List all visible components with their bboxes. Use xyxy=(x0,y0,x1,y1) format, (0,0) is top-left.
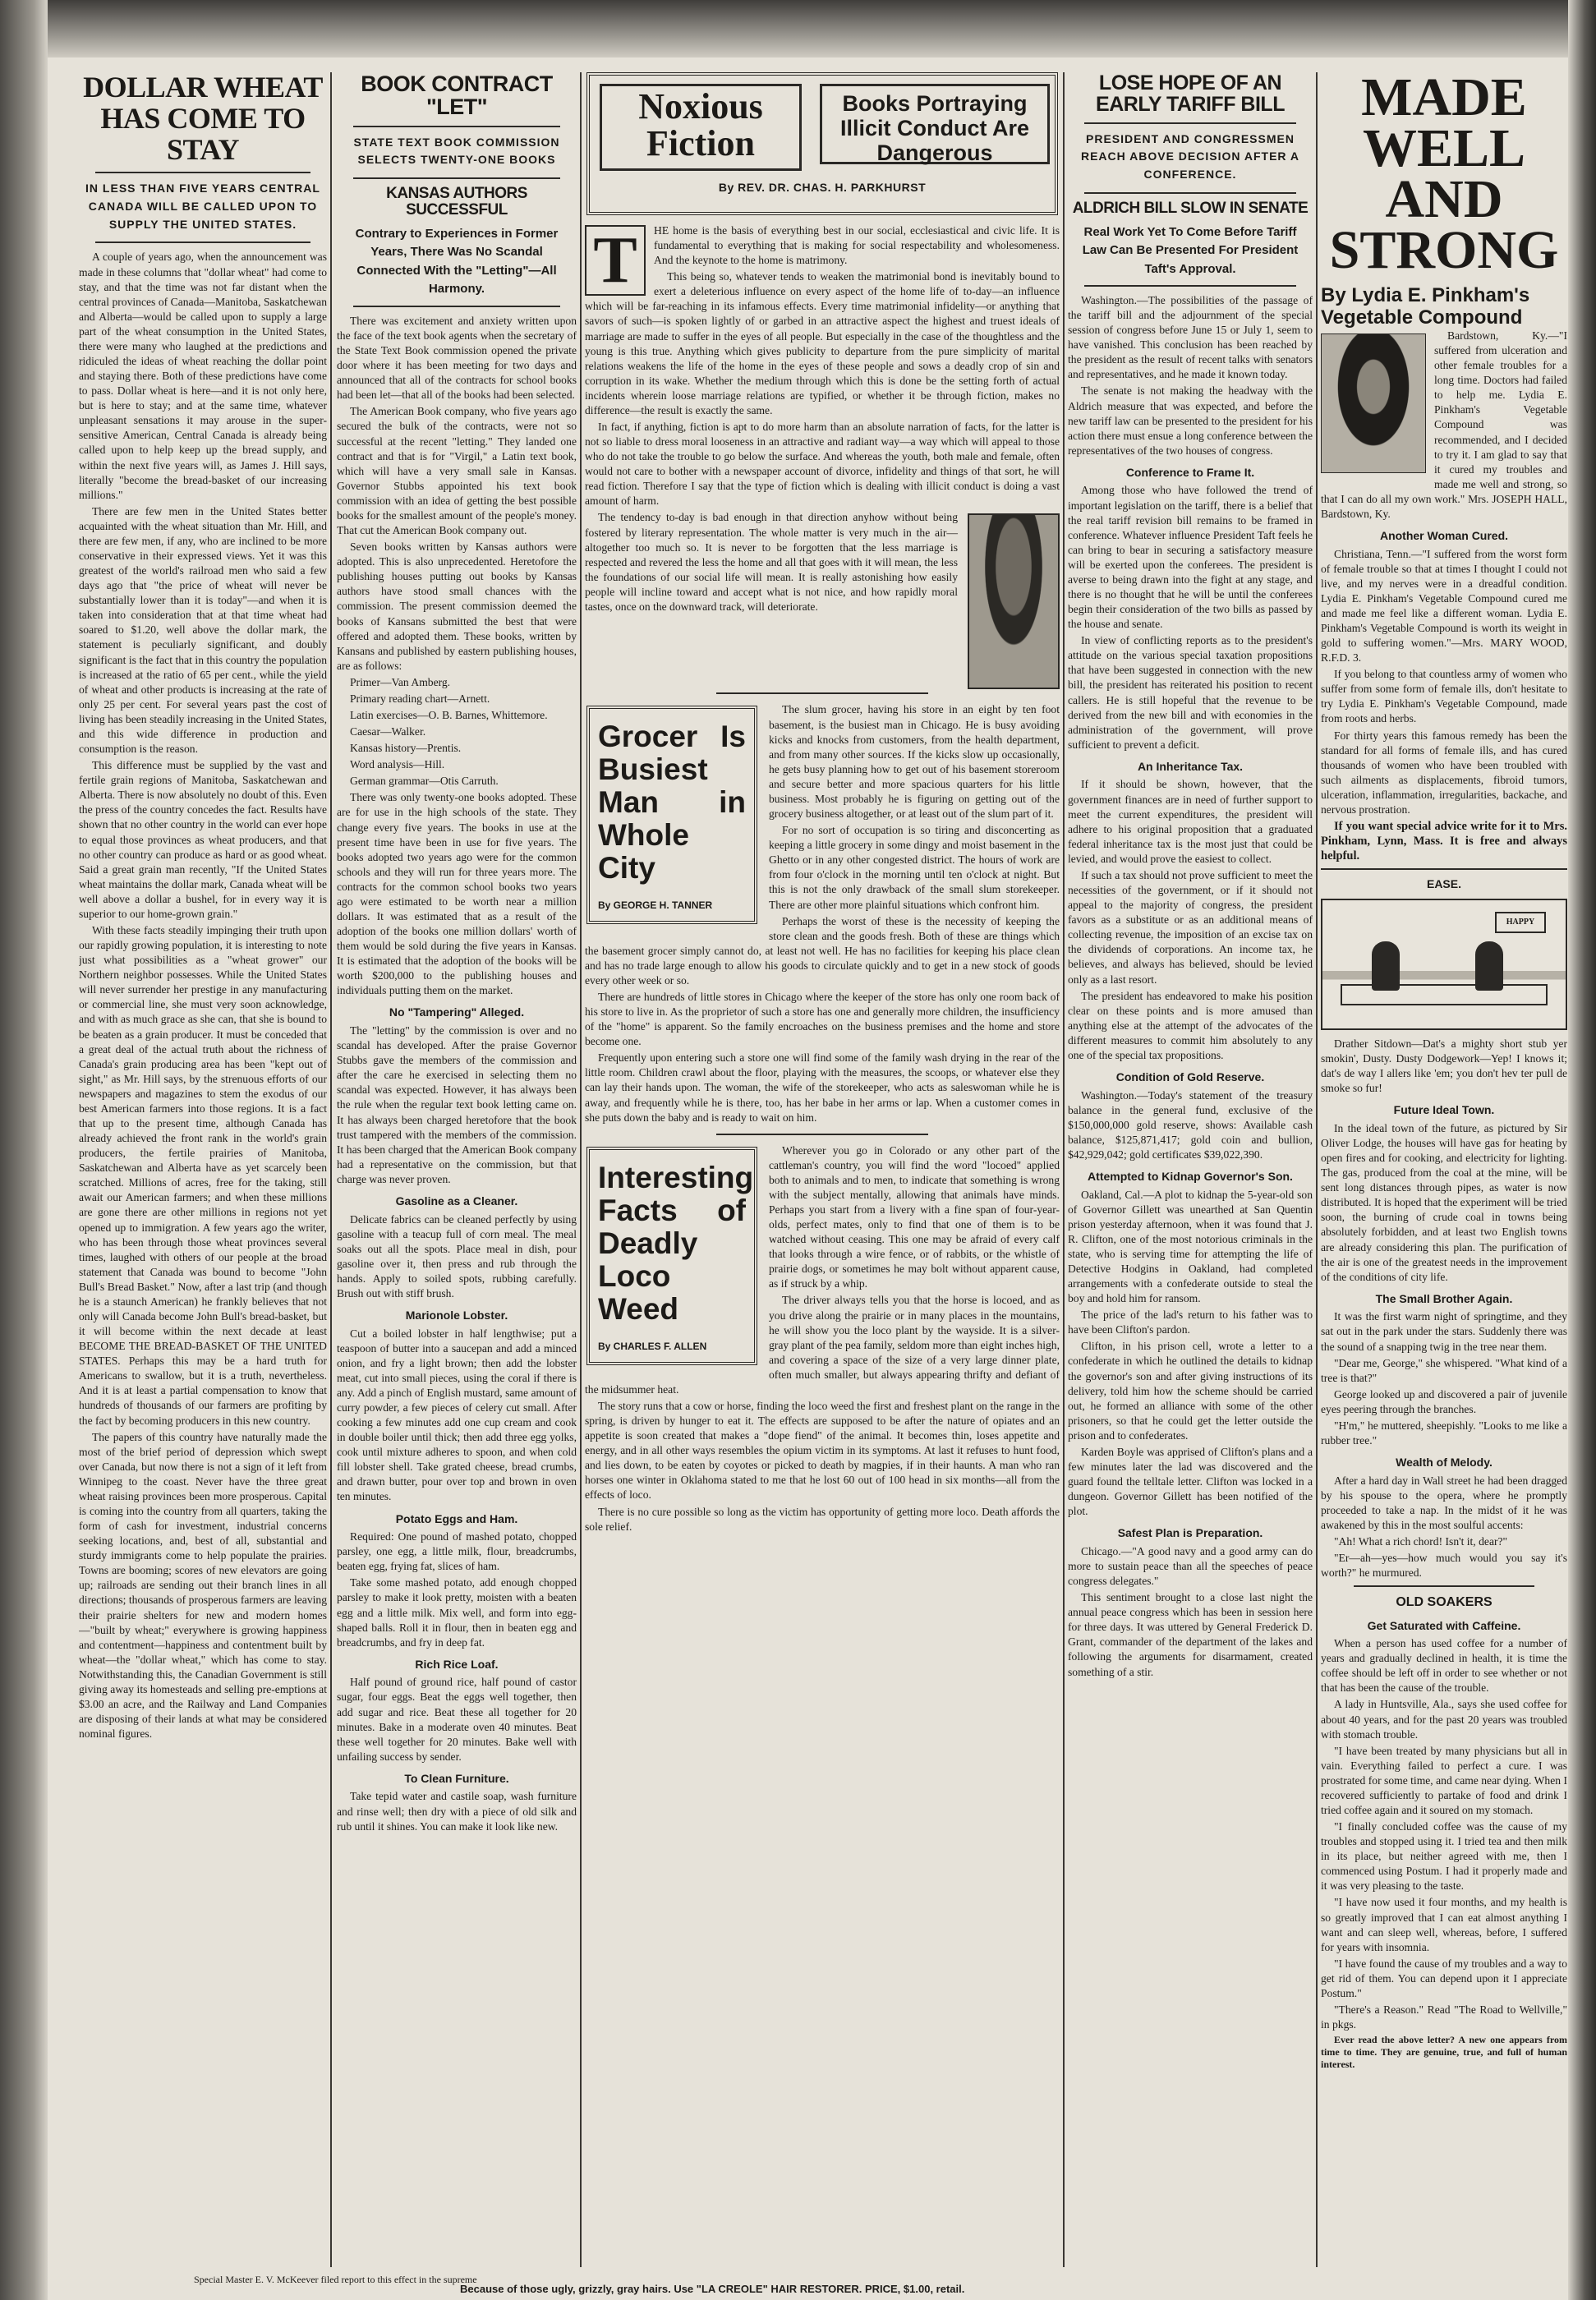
rule xyxy=(95,242,310,243)
footer-left-fragment: Special Master E. V. McKeever filed report to this effect in the supreme xyxy=(194,2273,477,2285)
paragraph: Delicate fabrics can be cleaned perfectly by using gasoline with a teacup full of corn meal. The meal soaks out all the spots. Place meal in dish, pour gasoline over it, then press and rub through the hands. Apply to soiled spots, rubbing carefully. Brush out with stiff brush. xyxy=(337,1212,577,1300)
paragraph: The papers of this country have naturally made the most of the brief period of depression which swept over Canada, but now there is not a sign of it left from Winnipeg to the coast. Never have the three great wheat raising provinces been more prosperous. Capital is coming into the country from all quarters, taking the form of cash for investment, industrial concerns seeking locations, and, best of all, substantial and sturdy immigrants come to help populate the prairies. Towns are booming; scores of new elevators are going up; railroads are sending out their branch lines in all directions; thousands of prosperous farmers are leaving their prairie shelters for new and modern homes—"built by wheat;" everywhere is growing happiness and contentment—happiness and contentment built by wheat—the "dollar wheat," which has come to stay. Notwithstanding this, the Canadian Government is still giving away its homesteads and selling pre-emptions at $3.00 an acre, and the Railway and Land Companies are disposing of their lands at what may be considered nominal figures. xyxy=(79,1430,327,1741)
subhead-tariff: PRESIDENT AND CONGRESSMEN REACH ABOVE DECISION AFTER A CONFERENCE. xyxy=(1080,131,1299,181)
cartoon-figure xyxy=(1475,941,1503,991)
subhead-book-contract: STATE TEXT BOOK COMMISSION SELECTS TWENTY-ONE BOOKS xyxy=(353,135,560,167)
book-list-item: Word analysis—Hill. xyxy=(350,758,445,771)
paragraph: There is no cure possible so long as the victim has opportunity of getting more loco. Death affords the sole relief. xyxy=(585,1505,1060,1533)
book-list-item: German grammar—Otis Carruth. xyxy=(350,775,499,788)
paragraph: There was excitement and anxiety written upon the face of the text book agents when the secretary of the State Text Book commission opened the private door where it has been meeting for two days and announced that all of the contracts for school books had been let—that all of the books had been selected. xyxy=(337,314,577,402)
section-heading: Conference to Frame It. xyxy=(1125,465,1255,479)
book-list-item: Kansas history—Prentis. xyxy=(350,742,462,755)
paragraph: This sentiment brought to a close last night the annual peace congress which has been in session here for three days. It was uttered by General Frederick D. Grant, commander of the department of the lakes and following the arguments for disarmament, created something of a stir. xyxy=(1068,1591,1313,1678)
rule xyxy=(1084,192,1296,194)
headline-noxious-fiction: Noxious Fiction xyxy=(600,84,802,171)
paragraph: "I finally concluded coffee was the cause of my troubles and stopped using it. I tried tea and then milk in its place, but neither agreed with me, then I commenced using Postum. I had it properly made and it was very pleasing to the taste. xyxy=(1321,1820,1567,1893)
paragraph: "Dear me, George," she whispered. "What kind of a tree is that?" xyxy=(1321,1356,1567,1384)
paragraph: Half pound of ground rice, half pound of castor sugar, four eggs. Beat the eggs well together, then add sugar and rice. Beat these all together for 20 minutes. Bake in a moderate oven 40 minutes. Beat these well together for 20 minutes. Bake well with unfailing success by sender. xyxy=(337,1676,577,1763)
book-list-item: Latin exercises—O. B. Barnes, Whittemore. xyxy=(350,708,548,721)
testimonial-portrait-image xyxy=(1321,334,1426,473)
paragraph: Washington.—The possibilities of the passage of the tariff bill and the adjournment of the special session of congress before June 15 or July 1, seem to have vanished. This conclusion has been reached by the president as the result of recent talks with senators and representatives, and he made it known today. xyxy=(1068,294,1313,381)
drop-cap: T xyxy=(585,225,646,296)
paragraph: Wherever you go in Colorado or any other part of the cattleman's country, you will find the word "locoed" applied both to animals and to men, to indicate that something is wrong with the subject mentally, allowing that animals have minds. Perhaps you start from a livery with a fine span of four-year-olds, perfect mates, only to find that one of them is to be watched without ceasing. This one may be afraid of every calf that looks through a wire fence, or of rabbits, or the whistle of prairie dogs, or sometimes he may bolt without apparent cause, as if struck by a whip. xyxy=(769,1143,1060,1290)
paragraph: "I have found the cause of my troubles and a way to get rid of them. You can depend upon it I appreciate Postum." xyxy=(1321,1957,1567,1999)
headline-dollar-wheat: DOLLAR WHEAT HAS COME TO STAY xyxy=(83,72,323,166)
paragraph: "Er—ah—yes—how much would you say it's worth?" he murmured. xyxy=(1321,1552,1567,1580)
headline-book-contract: BOOK CONTRACT "LET" xyxy=(361,72,553,120)
paragraph: There was only twenty-one books adopted. These are for use in the high schools of the state. They change every five years. The books in use at the present time have been in use for five years. The books adopted two years ago were for the common schools and they will run for three years more. The contracts for the common school books two years ago were estimated to be worth near a million dollars. It was estimated that as a result of the adoption of the books one million dollars' worth of them would be sold during the five years in Kansas. It is estimated that the adoption of the books will be worth $200,000 to the publishing houses and individuals putting them on the market. xyxy=(337,791,577,997)
page-top-edge xyxy=(0,0,1596,58)
section-heading: Another Woman Cured. xyxy=(1379,529,1509,543)
paragraph: Frequently upon entering such a store one will find some of the family wash drying in the rear of the little room. Children crawl about the floor, playing with the measures, the scoops, or whatever else they can lay their hands upon. The woman, the wife of the storekeeper, who acts as saleswoman while he is away, and frequently while he is there, too, has her babe in her arms or lap. When a customer comes in she puts down the baby and is ready to wait on him. xyxy=(585,1051,1060,1124)
section-heading: Future Ideal Town. xyxy=(1393,1103,1495,1117)
book-list-item: Primary reading chart—Arnett. xyxy=(350,692,490,705)
rule xyxy=(353,126,560,127)
section-heading: Gasoline as a Cleaner. xyxy=(395,1194,518,1208)
byline: By CHARLES F. ALLEN xyxy=(598,1340,707,1352)
section-heading: Marionole Lobster. xyxy=(405,1309,508,1322)
rule xyxy=(353,306,560,307)
paragraph: This being so, whatever tends to weaken the matrimonial bond is inevitably bound to exert a deleterious influence on every aspect of the home life of to-day—an influence which will be far-reaching in its infamous effects. Every time matrimonial infidelity—or anything that savors of such—is spoken lightly of or garbed in an attractive aspect the highest and truest ideals of marriage are made to suffer in the eyes of all people. But especially in the case of the thoughtless and the young is this true. Anything which gives publicity to departure from the pure simplicity of marital relations weakens the life of the home in the eyes of these people and sows a deadly crop of sin and corruption in its wake. Whether the medium through which this is done be the setting forth of actual incidents wherein loose marriage relations are typified, or whether it be through fiction, makes no difference—the result is exactly the same. xyxy=(585,270,1060,416)
cartoon-title: EASE. xyxy=(1426,877,1461,891)
paragraph: There are hundreds of little stores in Chicago where the keeper of the store has only one room back of his store to live in. As the proprietor of such a store has one and generally more children, the insufficiency of the "home" is apparent. So the family encroaches on the business premises and the home and store become one. xyxy=(585,990,1060,1048)
book-list-item: Primer—Van Amberg. xyxy=(350,675,451,688)
noxious-fiction-header-box xyxy=(586,72,1058,215)
paragraph: The price of the lad's return to his father was to have been Clifton's pardon. xyxy=(1068,1309,1313,1336)
rule xyxy=(1354,1585,1534,1587)
paragraph: "H'm," he muttered, sheepishly. "Looks to me like a rubber tree." xyxy=(1321,1419,1567,1447)
page-right-edge xyxy=(1568,0,1596,2300)
book-list-item: Caesar—Walker. xyxy=(350,725,426,738)
paragraph: This difference must be supplied by the vast and fertile grain regions of Manitoba, Saskatchewan and Alberta. There is now absolutely no doubt of this. Even the press of the country concedes the fact. Results have shown that no other country in the world can ever hope to equal those provinces as wheat producers, and that no other country can produce as hard or as good wheat. Said a great grain man recently, "If the United States wheat maintains the dollar mark, Canada wheat will be well above a dollar a bushel, for in every way it is superior to our home-grown grain." xyxy=(79,759,327,920)
paragraph: For thirty years this famous remedy has been the standard for all forms of female ills, and has cured thousands of women who have been troubled with such ailments as displacements, fibroid tumors, ulceration, inflammation, irregularities, backache, and nervous prostration. xyxy=(1321,729,1567,816)
paragraph: The story runs that a cow or horse, finding the loco weed the first and freshest plant on the range in the spring, is driven by hunger to eat it. The effects are supposed to be after the nature of opiates and an appetite is soon created that makes a "dope fiend" of the animal. It becomes thin, loses appetite and energy, and in all other ways resembles the opium victim in its symptoms. At last it refuses to hunt food, and lies down, to be eaten by coyotes or picked to death by magpies, if in their haunts. A man who ran horses one winter in Oklahoma stated to me that he lost 60 out of 100 head in six months—all from the effects of loco. xyxy=(585,1400,1060,1502)
section-subheading: Get Saturated with Caffeine. xyxy=(1367,1618,1521,1632)
byline: By REV. DR. CHAS. H. PARKHURST xyxy=(718,181,927,194)
column-tariff xyxy=(1068,72,1313,2267)
subhead-books-portraying: Books Portraying Illicit Conduct Are Dangerous xyxy=(820,84,1050,164)
rule xyxy=(1084,285,1296,287)
paragraph: If it should be shown, however, that the government finances are in need of further support to meet the current expenditures, the president will adhere to his original proposition that a graduated federal inheritance tax is the most just that could be levied, and would prove the easiest to collect. xyxy=(1068,778,1313,865)
paragraph: Take some mashed potato, add enough chopped parsley to make it look pretty, moisten with a beaten egg and a little milk. Mix well, and form into egg-shaped balls. Roll it in flour, then in beaten egg and breadcrumbs, and fry in deep fat. xyxy=(337,1576,577,1649)
paragraph: Washington.—Today's statement of the treasury balance in the general fund, exclusive of the $150,000,000 gold reserve, shows: Available cash balance, $125,871,417; gold coin and bullion, $42,929,042; gold certificates $39,022,390. xyxy=(1068,1088,1313,1161)
paragraph: A couple of years ago, when the announcement was made in these columns that "dollar wheat" had come to stay, and that the time was not far distant when the central provinces of Canada—Manitoba, Saskatchewan and Alberta—would be called upon to supply a large part of the wheat consumption in the United States, there were many who laughed at the predictions and ridiculed the ideas of wheat reaching the dollar point and staying there. Both of these predictions have come to pass. Dollar wheat is here—and it is not only here, but is here to stay; and at the same time, whatever unpleasant sensations it may arouse in the super-sensitive American, Central Canada is already being called upon to help keep up the bread supply, and within the next five years will, as James J. Hill says, literally "become the bread-basket of our increasing millions." xyxy=(79,251,327,501)
ad-closing: If you want special advice write for it to Mrs. Pinkham, Lynn, Mass. It is free and always helpful. xyxy=(1321,820,1567,863)
article-body xyxy=(1068,293,1313,1680)
paragraph: Bardstown, Ky.—"I suffered from ulceration and other female troubles for a long time. Doctors had failed to help me. Lydia E. Pinkham's Vegetable Compound was recommended, and I decided to try it. I am glad to say that it cured my troubles and made me well and strong, so that I can do all my own work." Mrs. JOSEPH HALL, Bardstown, Ky. xyxy=(1321,329,1567,520)
paragraph: The tendency to-day is bad enough in that direction anyhow without being fostered by literary representation. The whole matter is very much in the air—altogether too much so. It is never to be forgotten that the less marriage is respected and revered the less the home and all that goes with it will mean, the less the foundations of our social life will mean. It is really astonishing how easily people will incline toward and accept what is not nice, and how rapidly moral tastes, once on the downward track, will deteriorate. xyxy=(585,511,958,613)
paragraph: Chicago.—"A good navy and a good army can do more to sustain peace than all the speeches of peace congress delegates." xyxy=(1068,1544,1313,1588)
paragraph: George looked up and discovered a pair of juvenile eyes peering through the branches. xyxy=(1321,1387,1567,1415)
paragraph: In fact, if anything, fiction is apt to do more harm than an absolute narration of facts, for the latter is not so liable to dress moral looseness in an attractive and radiant way—a way which will appeal to those who do not take the trouble to go below the surface. And whereas the youth, both male and female, often would not care to bother with a newspaper account of divorce, infidelity and things of that sort, he will read fiction. Therefore I say that the type of fiction which is dealing with illicit conduct is doing a vast amount of harm. xyxy=(585,421,1060,508)
section-heading: Condition of Gold Reserve. xyxy=(1115,1070,1265,1083)
cartoon-caption: Drather Sitdown—Dat's a mighty short stub yer smokin', Dusty. Dusty Dodgework—Yep! I knows it; dat's de way I allers like 'em; you don't hev ter pull de smoke so fur! xyxy=(1321,1037,1567,1095)
paragraph: Clifton, in his prison cell, wrote a letter to a confederate in which he outlined the details to kidnap the governor's son and after giving instructions of its delivery, told him how the scheme should be carried out, he formed an alliance with some of the other prisoners, so that he could get the letter outside the prison and to confederates. xyxy=(1068,1340,1313,1442)
paragraph: There are few men in the United States better acquainted with the wheat situation than Mr. Hill, and there are few men, if any, who are inclined to be more conservative in their expressed views. Yet it was this greatest of the world's railroad men who said a few days ago that "the price of wheat will never be substantially lower than it is today"—and when it is taken into consideration that at that time wheat had soared to $1.20, well above the dollar mark, the statement is peculiarly significant, and doubly significant is the fact that in this country the population is increased at the ratio of 65 per cent., while the yield of wheat and other products is increasing at the rate of only 25 per cent. For several years past the cost of living has been steadily increasing in the United States, and this wide difference in production and consumption is the reason. xyxy=(79,504,327,756)
column-rule xyxy=(1316,72,1318,2267)
paragraph: With these facts steadily impinging their truth upon our rapidly growing population, it is interesting to note just what possibilities as a "wheat grower" our Northern neighbor possesses. While the United States will never surrender her prestige in any manufacturing or commercial line, she must very soon acknowledge, and with as much grace as she can, that she is bound to be beaten as a grain producer. It must be conceded that a great deal of the actual truth about the richness of Canada's grain producing area has been "kept out of sight," as Mr. Hill says, by the strenuous efforts of our newspapers and magazines to stem the exodus of our best American farmers into those regions. It is a fact that up to the present time, although Canada has already achieved the front rank in the world's grain producers, the fertile prairies of Manitoba, Saskatchewan and Alberta have as yet scarcely been scratched. Millions of acres, free for the taking, still await our American farmers; and when these millions are gone there are other millions in regions not yet opened up to immigration. A few years ago the writer, who has been through those wheat provinces several times, laughed with others of our people at the broad statement that Canada was bound to become "John Bull's Bread Basket." Now, after a last trip (and though he is a staunch American) he frankly believes that not only will Canada become John Bull's bread-basket, but it will become within the next decade at least BECOME THE BREAD-BASKET OF THE UNITED STATES. Perhaps this may be a hard truth for Americans to swallow, but it is a truth, nevertheless. And it is at least a partial compensation to know that hundreds of thousands of our farmers are profiting by the fact by becoming producers in this new country. xyxy=(79,923,327,1427)
article-body xyxy=(79,250,327,1741)
section-heading: Attempted to Kidnap Governor's Son. xyxy=(1088,1169,1293,1183)
article-body xyxy=(585,223,1060,1534)
rule xyxy=(1321,868,1567,870)
paragraph: In the ideal town of the future, as pictured by Sir Oliver Lodge, the houses will have gas for heating by open fires and for cooking, and electricity for lighting. The gas, produced from the coal at the mine, will be sent long distances through pipes, as water is now distributed. It is hoped that the experiment will be tried soon, the burning of crude coal in towns being absolutely forbidden, and at least two English towns are already considering this plan. The purification of the air is one of the greatest needs in the improvement of the conditions of city life. xyxy=(1321,1121,1567,1283)
headline-kansas-authors: KANSAS AUTHORS SUCCESSFUL xyxy=(386,185,527,218)
column-rule xyxy=(1063,72,1065,2267)
paragraph: Oakland, Cal.—A plot to kidnap the 5-year-old son of Governor Gillett was unearthed at San Quentin prison yesterday afternoon, when it was found that J. R. Clifton, one of the most notorious criminals in the state, who is serving time for attempting the life of Detective Hodgins in Oakland, had completed arrangements with a confederate outside to steal the boy and hold him for ransom. xyxy=(1068,1188,1313,1305)
cartoon-sign: HAPPY xyxy=(1495,912,1546,933)
paragraph: The senate is not making the headway with the Aldrich measure that was expected, and before the new tariff law can be presented to the president for his action there must ensue a long conference between the representatives of the two houses of congress. xyxy=(1068,384,1313,457)
separator xyxy=(716,692,928,694)
paragraph: Among those who have followed the trend of important legislation on the tariff, there is a belief that the real tariff revision bill remains to be framed in conference. Whatever influence President Taft feels he can bring to bear in securing a satisfactory measure will be exerted upon the conferees. The president is averse to being drawn into the fight at any stage, and there is no thought that he will be until the conferees begin their consideration of the two bills as passed by the house and senate. xyxy=(1068,484,1313,631)
byline: By GEORGE H. TANNER xyxy=(598,899,713,912)
headline-grocer: Grocer Is Busiest Man in Whole City xyxy=(598,720,746,886)
paragraph: Ever read the above letter? A new one appears from time to time. They are genuine, true, and full of human interest. xyxy=(1321,2034,1567,2071)
section-heading: Rich Rice Loaf. xyxy=(415,1657,499,1671)
paragraph: It was the first warm night of springtime, and they sat out in the park under the stars. Suddenly there was the sound of a snapping twig in the tree near them. xyxy=(1321,1310,1567,1353)
paragraph: If such a tax should not prove sufficient to meet the necessities of the government, or if it should not appeal to the majority of congress, the president favors as a substitute or as an additional means of collecting revenue, the imposition of an excise tax on the dividends of corporations. An income tax, he believes, and always has believed, should be levied only as a last resort. xyxy=(1068,868,1313,986)
cartoon-figure xyxy=(1372,941,1400,991)
column-rule xyxy=(330,72,332,2267)
section-heading: The Small Brother Again. xyxy=(1375,1291,1513,1305)
paragraph: Seven books written by Kansas authors were adopted. This is also unprecedented. Heretofore the publishing houses putting out books by Kansas authors have stood small chances with the commission. The present commission deemed the books of Kansans submitted the best that were offered and adopted them. These books, written by Kansans and published by eastern publishing houses, are as follows: xyxy=(337,540,577,672)
paragraph: "Ah! What a rich chord! Isn't it, dear?" xyxy=(1334,1535,1508,1548)
author-portrait-image xyxy=(968,513,1060,689)
headline-loco-weed: Interesting Facts of Deadly Loco Weed xyxy=(598,1160,754,1326)
separator xyxy=(716,1134,928,1135)
paragraph: The slum grocer, having his store in an eight by ten foot basement, is the busiest man in Chicago. He is busy avoiding kicks and knocks from customers, from the health department, and from many other sources. If the kicks slow up occasionally, he gets busy planning how to get out of his basement storeroom and secure better and more spacious quarters for his little business. Most probably he is figuring on getting out of the grocery business altogether, or at least out of the slum part of it. xyxy=(769,703,1060,821)
rule xyxy=(95,172,310,173)
column-advertisements xyxy=(1321,72,1567,2267)
loco-weed-header-box xyxy=(586,1147,757,1365)
paragraph: When a person has used coffee for a number of years and gradually declined in health, it is time the coffee should be left off in order to see whether or not that has been the cause of the trouble. xyxy=(1321,1637,1567,1695)
paragraph: The "letting" by the commission is over and no scandal has developed. After the praise Governor Stubbs gave the members of the commission and after the care he exercised in selecting them no scandal was expected. However, it has always been the rule when the regular text book letting came on. It has always been charged heretofore that the book trust tampered with the members of the commission. It has been charged that the American Book company had a representative on the commission, but that charge was never proven. xyxy=(337,1024,577,1185)
article-body xyxy=(337,314,577,1834)
ad-headline-made-well: MADE WELL AND STRONG xyxy=(1329,72,1559,280)
paragraph: A lady in Huntsville, Ala., says she used coffee for about 40 years, and for the past 20 years was troubled with stomach trouble. xyxy=(1321,1698,1567,1741)
section-heading: To Clean Furniture. xyxy=(404,1771,509,1785)
headline-tariff: LOSE HOPE OF AN EARLY TARIFF BILL xyxy=(1096,72,1285,117)
subhead-kansas-authors: Contrary to Experiences in Former Years, There Was No Scandal Connected With the "Letting"—All Harmony. xyxy=(355,226,559,297)
page-left-edge xyxy=(0,0,48,2300)
paragraph: The president has endeavored to make his position clear on these points and is more amused than anything else at the attempt of the advocates of the different measures to commit him absolutely to any one of the special tax propositions. xyxy=(1068,989,1313,1061)
paragraph: "There's a Reason." Read "The Road to Wellville," in pkgs. xyxy=(1321,2003,1567,2031)
column-book-contract xyxy=(337,72,577,2267)
paragraph: "I have now used it four months, and my health is so greatly improved that I can eat almost anything I want and can sleep well, whereas, before, I suffered for years with insomnia. xyxy=(1321,1896,1567,1953)
paragraph: Christiana, Tenn.—"I suffered from the worst form of female trouble so that at times I thought I could not live, and my nerves were in a dreadful condition. Lydia E. Pinkham's Vegetable Compound cured me and made me feel like a different woman. Lydia E. Pinkham's Vegetable Compound is worth its weight in gold to suffering women."—Mrs. MARY WOOD, R.F.D. 3. xyxy=(1321,547,1567,665)
paragraph: After a hard day in Wall street he had been dragged by his spouse to the opera, where he promptly proceeded to take a nap. In the midst of it he was awakened by this in the most soulful accents: xyxy=(1321,1474,1567,1531)
paragraph: For no sort of occupation is so tiring and disconcerting as keeping a little grocery in some dingy and moist basement in the Ghetto or in any other congested district. The hours of work are from four o'clock in the morning until ten o'clock at night. But this is not the only drawback of the small slum storekeeper. There are other more plainful situations which confront him. xyxy=(769,824,1060,911)
paragraph: Cut a boiled lobster in half lengthwise; put a teaspoon of butter into a saucepan and add a minced onion, and fry a light brown; then add the lobster meat, cut into small pieces, using the coral if there is any. Add a pinch of English mustard, same amount of curry powder, a few pieces of celery cut small. After cooking a few minutes add one cup cream and cook in double boiler until thick; then add three egg yolks, cook until mixture adheres to spoon, and when cold fill lobster shell. Take grated cheese, bread crumbs, and drawn butter, pour over top and brown in oven ten minutes. xyxy=(337,1327,577,1503)
section-heading: No "Tampering" Alleged. xyxy=(389,1005,525,1019)
rule xyxy=(1084,122,1296,124)
column-rule xyxy=(580,72,582,2267)
paragraph: The American Book company, who five years ago secured the bulk of the contracts, were not so successful at the recent "letting." They landed one contract and that is for "Virgil," a Latin text book, which will have a very small sale in Kansas. Governor Stubbs appointed his text book commission with an idea of getting the best possible books for the smallest amount of the people's money. That cut the American Book company out. xyxy=(337,405,577,537)
subhead-aldrich-bill: Real Work Yet To Come Before Tariff Law Can Be Presented For President Taft's Approval. xyxy=(1082,224,1299,276)
headline-aldrich-bill: ALDRICH BILL SLOW IN SENATE xyxy=(1072,199,1309,217)
paragraph: Required: One pound of mashed potato, chopped parsley, one egg, a little milk, flour, breadcrumbs, beaten egg, frying fat, slices of ham. xyxy=(337,1530,577,1573)
paragraph: The driver always tells you that the horse is locoed, and as you drive along the prairie or in many places in the mountains, he will show you the loco plant by the wayside. It is a silver-gray plant of the pea family, seldom more than eight inches high, and covering a space of the size of a very large dinner plate, often much smaller, but always appearing thrifty and defiant of the midsummer heat. xyxy=(585,1294,1060,1396)
paragraph: Take tepid water and castile soap, wash furniture and rinse well; then dry with a piece of old silk and rub until it shines. You can make it look like new. xyxy=(337,1790,577,1833)
paragraph: "I have been treated by many physicians but all in vain. Everything failed to perfect a cure. I was prostrated for some time, and came near dying. When I recovered sufficiently to partake of food and drink I tried coffee again and it soured on my stomach. xyxy=(1321,1744,1567,1816)
rule xyxy=(353,177,560,179)
section-heading: Safest Plan is Preparation. xyxy=(1117,1526,1263,1540)
section-heading: Potato Eggs and Ham. xyxy=(395,1511,518,1525)
paragraph: HE home is the basis of everything best in our social, ecclesiastical and civic life. It is fundamental to everything that is making for social respectability and wholesomeness. And the keynote to the home is matrimony. xyxy=(654,224,1060,267)
cartoon-illustration xyxy=(1321,899,1567,1030)
grocer-header-box xyxy=(586,706,757,924)
ad-byline: By Lydia E. Pinkham's Vegetable Compound xyxy=(1321,284,1530,329)
ad-body xyxy=(1321,329,1567,2071)
paragraph: Karden Boyle was apprised of Clifton's plans and a few minutes later the lad was discovered and the guard found the telltale letter. Clifton was locked in a dungeon. Governor Gillett has been notified of the plot. xyxy=(1068,1445,1313,1518)
section-heading: OLD SOAKERS xyxy=(1396,1595,1493,1610)
subhead-dollar-wheat: IN LESS THAN FIVE YEARS CENTRAL CANADA WILL BE CALLED UPON TO SUPPLY THE UNITED STATES. xyxy=(85,182,320,231)
column-dollar-wheat xyxy=(79,72,327,2267)
footer-advertisement: Because of those ugly, grizzly, gray hairs. Use "LA CREOLE" HAIR RESTORER. PRICE, $1.00, retail. xyxy=(460,2283,965,2295)
section-heading: Wealth of Melody. xyxy=(1396,1456,1493,1470)
section-heading: An Inheritance Tax. xyxy=(1137,759,1244,773)
paragraph: Perhaps the worst of these is the necessity of keeping the store clean and the goods fresh. Both of these are things which the basement grocer simply cannot do, at least not well. He has no facilities for keeping his place clean and has no trade large enough to allow his goods to circulate quickly and to get in a new stock of goods every other week or so. xyxy=(585,914,1060,987)
column-features xyxy=(585,72,1060,2267)
cartoon-bench xyxy=(1341,984,1548,1005)
paragraph: If you belong to that countless army of women who suffer from some form of female ills, don't hesitate to try Lydia E. Pinkham's Vegetable Compound, made from roots and herbs. xyxy=(1321,668,1567,725)
paragraph: In view of conflicting reports as to the president's attitude on the various special taxation propositions that have been suggested in connection with the new bill, the president has reiterated his position to recent callers. He is still hopeful that the revenue to be derived from the new bill and with economies in the administration of the government, will prove sufficient to prevent a deficit. xyxy=(1068,634,1313,751)
